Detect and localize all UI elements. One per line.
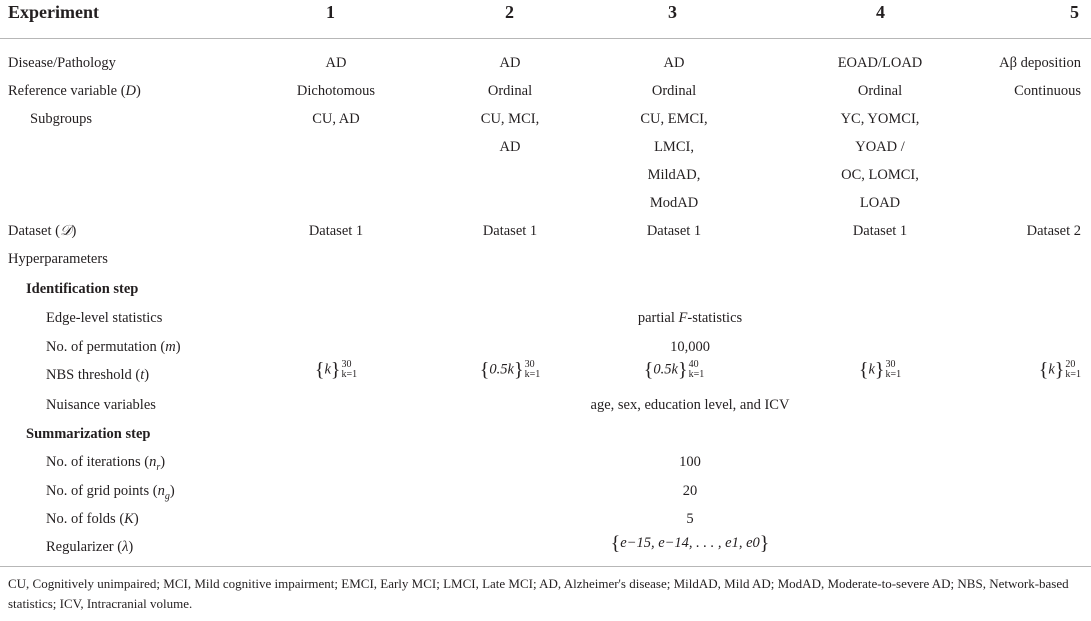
subgroups-col-1: CU, AD — [312, 111, 360, 127]
iterations-value: 100 — [679, 454, 701, 470]
subgroups-col-3-line-1: CU, EMCI, — [640, 111, 708, 127]
permutation-symbol: m — [165, 339, 176, 355]
header-rule — [0, 38, 1091, 39]
reference-col-2: Ordinal — [487, 83, 533, 99]
section-identification-step: Identification step — [26, 281, 139, 297]
row-label-grid-points: No. of grid points $(n_g)$ — [46, 483, 175, 502]
dataset-col-4: Dataset 1 — [852, 223, 908, 239]
subgroups-col-3-line-2: LMCI, — [654, 139, 694, 155]
disease-col-3: AD — [663, 55, 685, 71]
nuisance-value: age, sex, education level, and ICV — [590, 397, 790, 413]
nbs-col-2: {0.5k} 30 k=1 — [479, 359, 541, 381]
disease-col-4: EOAD/LOAD — [837, 55, 923, 71]
dataset-col-2: Dataset 1 — [482, 223, 538, 239]
disease-col-5: Aβ deposition — [999, 55, 1081, 71]
reference-col-1: Dichotomous — [296, 83, 376, 99]
row-label-subgroups: Subgroups — [30, 111, 93, 127]
subgroups-col-3-line-4: ModAD — [649, 195, 699, 211]
nbs-col-1: {k} 30 k=1 — [314, 359, 358, 381]
permutation-value: 10,000 — [670, 339, 710, 355]
row-label-folds: No. of folds (K) — [46, 511, 139, 527]
header-col-3: 3 — [668, 2, 677, 22]
dataset-col-1: Dataset 1 — [308, 223, 364, 239]
row-label-disease: Disease/Pathology — [8, 55, 116, 71]
section-summarization-step: Summarization step — [26, 426, 151, 442]
disease-col-1: AD — [325, 55, 347, 71]
subgroups-col-4-line-2: YOAD / — [855, 139, 905, 155]
folds-value: 5 — [686, 511, 694, 527]
header-col-1: 1 — [326, 2, 335, 22]
dataset-symbol: 𝒟 — [59, 223, 72, 239]
reference-col-4: Ordinal — [857, 83, 903, 99]
nbs-symbol: t — [140, 367, 145, 383]
subgroups-col-4-line-1: YC, YOMCI, — [840, 111, 920, 127]
nbs-col-4: {k} 30 k=1 — [858, 359, 902, 381]
row-label-iterations: No. of iterations $(n_r)$ — [46, 454, 166, 473]
row-label-edge-level: Edge-level statistics — [46, 310, 163, 326]
subgroups-col-2-line-1: CU, MCI, — [480, 111, 540, 127]
reference-symbol: D — [125, 83, 137, 99]
nbs-col-3: {0.5k} 40 k=1 — [643, 359, 705, 381]
header-col-5: 5 — [1070, 2, 1079, 22]
header-col-4: 4 — [876, 2, 885, 22]
grid-points-value: 20 — [682, 483, 698, 499]
row-label-dataset: Dataset (𝒟) — [8, 223, 77, 239]
subgroups-col-3-line-3: MildAD, — [647, 167, 701, 183]
footer-rule — [0, 566, 1091, 567]
reference-col-5: Continuous — [1014, 83, 1081, 99]
row-label-regularizer: Regularizer (λ) — [46, 539, 134, 555]
subgroups-col-4-line-4: LOAD — [859, 195, 901, 211]
edge-level-value: partial F-statistics — [637, 310, 743, 326]
table-footnote: CU, Cognitively unimpaired; MCI, Mild cognitive impairment; EMCI, Early MCI; LMCI, Late MCI; AD, Alzheimer's disease; MildAD, Mild AD; ModAD, Moderate-to-severe AD; NBS, Network-based statistics; ICV, Intracranial volume. — [8, 576, 1069, 611]
subgroups-col-2-line-2: AD — [499, 139, 521, 155]
reference-col-3: Ordinal — [651, 83, 697, 99]
header-experiment: Experiment — [8, 2, 99, 22]
row-label-reference: Reference variable (D) — [8, 83, 141, 99]
row-label-nuisance: Nuisance variables — [46, 397, 156, 413]
subgroups-col-4-line-3: OC, LOMCI, — [841, 167, 919, 183]
row-label-permutation: No. of permutation (m) — [46, 339, 181, 355]
dataset-col-5: Dataset 2 — [1026, 223, 1081, 239]
regularizer-value: {e−15, e−14, . . . , e1, e0} — [610, 532, 770, 555]
row-label-hyperparameters: Hyperparameters — [8, 251, 108, 267]
row-label-nbs-threshold: NBS threshold (t) — [46, 367, 150, 383]
disease-col-2: AD — [499, 55, 521, 71]
nbs-col-5: {k} 20 k=1 — [1038, 359, 1081, 381]
header-col-2: 2 — [505, 2, 514, 22]
dataset-col-3: Dataset 1 — [646, 223, 702, 239]
